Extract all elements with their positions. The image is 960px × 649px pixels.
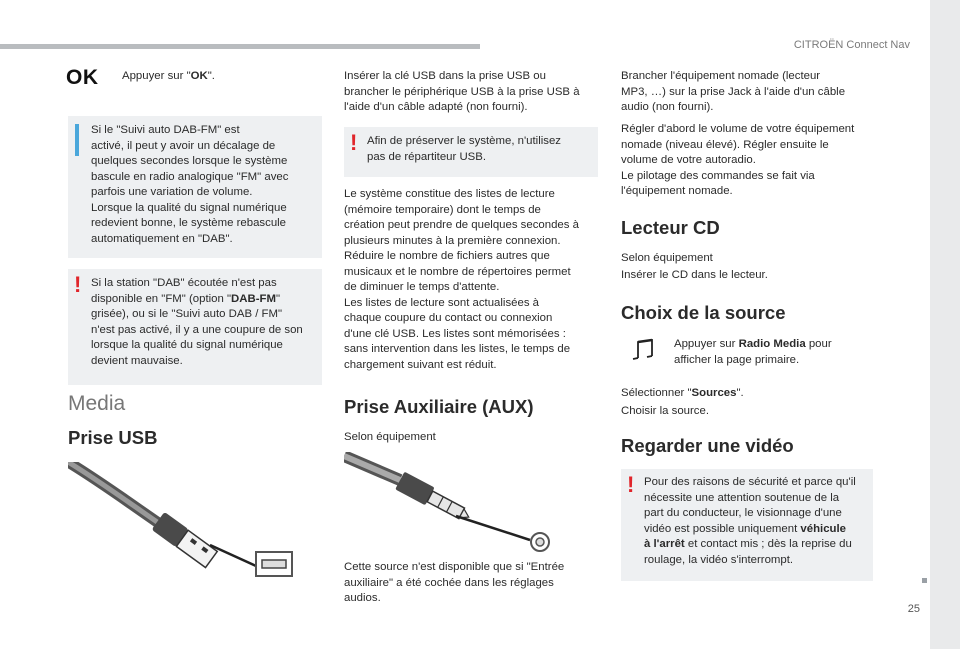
heading-cd: Lecteur CD [621,217,720,238]
playlist-paragraph: Le système constitue des listes de lecture (mémoire temporaire) dont le temps de création peut prendre de quelques secondes à plusieurs minutes à la première connexion. Réduire le nombre de fichiers autres que musicaux et le nombre de répertoires permet de diminuer le temps d'attente. Les listes de lecture sont actualisées à chaque coupure du contact ou connexion d'une clé USB. Les listes sont mémorisées : sans intervention dans les listes, le temps de chargement suivant est réduit. [344,188,579,371]
music-note-icon [632,338,656,364]
nomad-device-instructions: Brancher l'équipement nomade (lecteur MP3, …) sur la prise Jack à l'aide d'un câble audio (non fourni). [621,70,846,113]
section-title-media: Media [68,392,126,415]
warning-exclamation-icon: ! [350,130,358,155]
aux-equipment-note: Selon équipement [344,431,436,443]
warning-video-text: Pour des raisons de sécurité et parce qu'il nécessite une attention soutenue de la part du conducteur, le visionnage d'une vidéo est possible uniquement véhicule à l'arrêt et contact mis ; dès la reprise du roulage, la vidéo s'interrompt. [644,476,856,566]
warning-exclamation-icon: ! [74,272,82,297]
page-number: 25 [907,603,920,615]
choose-source-instruction: Choisir la source. [621,405,709,417]
warning-usb-text: Afin de préserver le système, n'utilisez pas de répartiteur USB. [367,135,561,163]
cd-equipment-note: Selon équipement [621,252,713,264]
page-side-strip [930,0,960,649]
cd-insert-instruction: Insérer le CD dans le lecteur. [621,269,768,281]
info-note-dab [68,116,322,258]
usb-plug-illustration [68,462,322,586]
select-sources-instruction: Sélectionner "Sources". [621,387,744,399]
heading-source: Choix de la source [621,302,786,323]
info-icon [75,124,79,156]
warning-exclamation-icon: ! [627,472,635,497]
warning-note-dab [68,269,322,385]
heading-usb: Prise USB [68,427,158,448]
brand-header: CITROËN Connect Nav [793,39,910,51]
usb-instructions: Insérer la clé USB dans la prise USB ou brancher le périphérique USB à la prise USB à l'aide d'un câble adapté (non fourni). [344,70,580,113]
header-rule [0,44,480,49]
aux-jack-illustration [344,452,598,552]
ok-instruction: Appuyer sur "OK". [122,70,215,82]
continuation-marker [922,578,927,583]
aux-availability-note: Cette source n'est disponible que si "Entrée auxiliaire" a été cochée dans les réglages audios. [344,561,565,604]
warning-note-usb [344,127,598,177]
warning-note-video [621,469,873,581]
warning-note-text: Si la station "DAB" écoutée n'est pas disponible en "FM" (option "DAB-FM" grisée), ou si le "Suivi auto DAB / FM" n'est pas activé, il y a une coupure de son lorsque la qualité du signal numérique devient mauvaise. [91,277,303,367]
volume-instructions: Régler d'abord le volume de votre équipement nomade (niveau élevé). Régler ensuite le volume de votre autoradio. Le pilotage des commandes se fait via l'équipement nomade. [621,123,855,197]
ok-button-icon: OK [66,66,99,89]
heading-video: Regarder une vidéo [621,435,794,456]
source-step-text: Appuyer sur Radio Media pour afficher la page primaire. [674,338,832,366]
info-note-text: Si le "Suivi auto DAB-FM" est activé, il peut y avoir un décalage de quelques secondes lorsque le système bascule en radio analogique "FM" avec parfois une variation de volume. Lorsque la qualité du signal numérique redevient bonne, le système rebascule automatiquement en "DAB". [91,124,289,245]
heading-aux: Prise Auxiliaire (AUX) [344,396,534,417]
